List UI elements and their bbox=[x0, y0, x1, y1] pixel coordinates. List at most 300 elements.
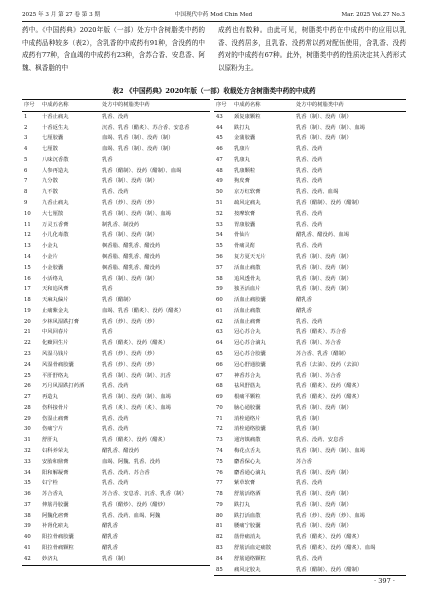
cell-medicine-name: 舒筋通络颗粒 bbox=[234, 555, 266, 562]
cell-resin-ingredients: 乳香（炒）、没药（炒） bbox=[102, 361, 158, 368]
cell-medicine-name: 小儿化毒散 bbox=[42, 232, 69, 239]
cell-resin-ingredients: 乳香、没药、苏合香 bbox=[102, 469, 150, 476]
cell-resin-ingredients: 乳香（制）、没药（制） bbox=[296, 501, 352, 508]
cell-medicine-name: 风湿骨痛胶囊 bbox=[42, 361, 74, 368]
table-row bbox=[214, 349, 406, 360]
cell-medicine-name: 伸筋丹胶囊 bbox=[42, 501, 69, 508]
cell-medicine-name: 伤痛宁片 bbox=[42, 426, 64, 433]
cell-resin-ingredients: 乳香（制）、苏合香 bbox=[296, 340, 342, 347]
table-row bbox=[214, 220, 406, 231]
cell-medicine-name: 跌打活血散 bbox=[234, 512, 261, 519]
table-row bbox=[214, 554, 406, 565]
cell-medicine-name: 舒筋活络酒 bbox=[234, 491, 261, 498]
intro-paragraph-left: 药中。《中国药典》2020年版（一部）处方中含树脂类中药的中成药品种较多（表2），含乳香的中成药有91种，含没药的中成药有77种，含血竭的中成药有23种，含苏合香、安息香、阿魏、枫香脂的中 bbox=[22, 26, 205, 72]
cell-medicine-name: 痛风定胶丸 bbox=[234, 566, 261, 573]
table-row bbox=[214, 252, 406, 263]
cell-resin-ingredients: 乳香（制）、没药（制） bbox=[296, 286, 352, 293]
cell-index: 66 bbox=[216, 361, 223, 368]
cell-medicine-name: 活血止痛散 bbox=[234, 307, 261, 314]
cell-resin-ingredients: 苏合香、乳香（醋制） bbox=[296, 350, 349, 357]
table-row bbox=[214, 371, 406, 382]
cell-medicine-name: 脑心通胶囊 bbox=[234, 404, 261, 411]
cell-index: 52 bbox=[216, 210, 223, 217]
cell-index: 36 bbox=[24, 491, 31, 498]
cell-index: 1 bbox=[24, 113, 28, 120]
cell-index: 57 bbox=[216, 264, 223, 271]
header-issue: 2025 年 3 月 第 27 卷 第 3 期 bbox=[22, 12, 101, 18]
cell-medicine-name: 冠心舒通胶囊 bbox=[234, 361, 266, 368]
cell-index: 71 bbox=[216, 415, 223, 422]
cell-index: 63 bbox=[216, 329, 223, 336]
cell-resin-ingredients: 乳香 bbox=[102, 329, 113, 336]
cell-resin-ingredients: 醋乳香、醋没药 bbox=[102, 448, 140, 454]
table-row bbox=[22, 111, 210, 122]
cell-medicine-name: 化癥回生片 bbox=[42, 340, 69, 347]
cell-resin-ingredients: 乳香（醋炙）、苏合香 bbox=[296, 329, 347, 336]
cell-resin-ingredients: 乳香、没药 bbox=[296, 210, 323, 217]
cell-medicine-name: 通窍镇痛散 bbox=[234, 437, 261, 444]
cell-medicine-name: 巧月风湿跌打药酒 bbox=[42, 383, 85, 390]
cell-medicine-name: 小活络丸 bbox=[42, 275, 64, 282]
table-row bbox=[22, 263, 210, 274]
cell-resin-ingredients: 乳香（制）、没药（制） bbox=[296, 404, 352, 411]
cell-medicine-name: 妇科养荣丸 bbox=[42, 448, 69, 454]
table-row bbox=[22, 511, 210, 522]
table-left bbox=[22, 99, 210, 566]
cell-resin-ingredients: 乳香（制）、没药（制） bbox=[296, 275, 352, 282]
cell-medicine-name: 九香止痛丸 bbox=[42, 200, 69, 207]
cell-medicine-name: 乳康丸 bbox=[234, 156, 250, 163]
cell-resin-ingredients: 乳香、没药、血竭 bbox=[296, 189, 339, 196]
cell-index: 80 bbox=[216, 512, 223, 519]
cell-resin-ingredients: 乳香（炒）、没药（炒）、血竭 bbox=[296, 512, 365, 519]
table-row bbox=[22, 306, 210, 317]
cell-medicine-name: 大七厘散 bbox=[42, 210, 64, 217]
cell-index: 51 bbox=[216, 200, 223, 207]
table-row bbox=[214, 446, 406, 457]
cell-resin-ingredients: 乳香（制）、没药（制）、血竭 bbox=[296, 124, 365, 131]
cell-index: 11 bbox=[24, 221, 31, 228]
cell-index: 75 bbox=[216, 458, 223, 465]
cell-resin-ingredients: 乳香（去油）、没药（去油） bbox=[296, 361, 363, 368]
table-row bbox=[22, 360, 210, 371]
cell-index: 9 bbox=[24, 200, 28, 207]
table-row bbox=[22, 435, 210, 446]
cell-index: 40 bbox=[24, 534, 31, 541]
cell-medicine-name: 少林风湿跌打膏 bbox=[42, 318, 80, 325]
table-row bbox=[214, 468, 406, 479]
cell-index: 26 bbox=[24, 383, 31, 390]
table-row bbox=[22, 198, 210, 209]
cell-medicine-name: 万灵五香膏 bbox=[42, 221, 69, 228]
cell-medicine-name: 九不散 bbox=[42, 189, 58, 196]
table-row bbox=[214, 543, 406, 554]
cell-index: 79 bbox=[216, 501, 223, 508]
cell-index: 34 bbox=[24, 469, 31, 476]
cell-index: 73 bbox=[216, 437, 223, 444]
table-row bbox=[214, 241, 406, 252]
table-row bbox=[214, 565, 406, 576]
cell-index: 18 bbox=[24, 297, 31, 304]
cell-index: 67 bbox=[216, 372, 223, 379]
table-row bbox=[214, 532, 406, 543]
cell-resin-ingredients: 乳香、没药 bbox=[296, 318, 323, 325]
cell-index: 74 bbox=[216, 448, 223, 454]
table-row bbox=[22, 133, 210, 144]
page-number: · 397 · bbox=[374, 577, 395, 585]
table-row bbox=[22, 424, 210, 435]
cell-index: 28 bbox=[24, 404, 31, 411]
cell-medicine-name: 金蒲胶囊 bbox=[234, 135, 256, 142]
cell-resin-ingredients: 醋乳香 bbox=[296, 297, 312, 304]
table-right bbox=[214, 99, 406, 576]
cell-medicine-name: 神香苏合丸 bbox=[234, 372, 261, 379]
cell-resin-ingredients: 乳香（制）、没药（制）、血竭 bbox=[296, 448, 365, 454]
cell-medicine-name: 小金胶囊 bbox=[42, 264, 64, 271]
cell-medicine-name: 天麻丸偏片 bbox=[42, 297, 69, 304]
cell-medicine-name: 跌打丸 bbox=[234, 124, 250, 131]
cell-medicine-name: 舒筋活血定痛散 bbox=[234, 545, 272, 552]
cell-resin-ingredients: 苏合香 bbox=[296, 458, 312, 465]
cell-medicine-name: 苏合香丸 bbox=[42, 491, 64, 498]
cell-medicine-name: 阳拉骨痛颗粒 bbox=[42, 545, 74, 552]
col-header-index: 序号 bbox=[216, 102, 227, 108]
cell-resin-ingredients: 乳香、没药 bbox=[296, 555, 323, 562]
cell-resin-ingredients: 乳香、没药 bbox=[296, 167, 323, 174]
cell-medicine-name: 麝香通心滴丸 bbox=[234, 469, 266, 476]
cell-medicine-name: 活血止痛散 bbox=[234, 264, 261, 271]
table-row bbox=[22, 144, 210, 155]
cell-index: 64 bbox=[216, 340, 223, 347]
cell-resin-ingredients: 乳香、没药 bbox=[102, 480, 129, 487]
cell-medicine-name: 阳和解凝膏 bbox=[42, 469, 69, 476]
cell-resin-ingredients: 乳香（醋炙）、没药（醋炙） bbox=[296, 383, 363, 390]
cell-index: 78 bbox=[216, 491, 223, 498]
cell-index: 69 bbox=[216, 394, 223, 401]
cell-medicine-name: 消栓通络胶囊 bbox=[234, 426, 266, 433]
cell-index: 84 bbox=[216, 555, 223, 562]
cell-index: 30 bbox=[24, 426, 31, 433]
cell-medicine-name: 伤湿止痛膏 bbox=[42, 415, 69, 422]
table-row bbox=[214, 317, 406, 328]
cell-index: 48 bbox=[216, 167, 223, 174]
header-volume: Mar. 2025 Vol.27 No.3 bbox=[341, 12, 405, 18]
cell-medicine-name: 七厘胶囊 bbox=[42, 135, 64, 142]
cell-medicine-name: 再造丸 bbox=[42, 394, 58, 401]
cell-resin-ingredients: 醋乳香、醋没药、血竭 bbox=[296, 232, 349, 239]
table-row bbox=[22, 327, 210, 338]
cell-index: 35 bbox=[24, 480, 31, 487]
cell-index: 45 bbox=[216, 135, 223, 142]
cell-index: 53 bbox=[216, 221, 223, 228]
cell-medicine-name: 小金片 bbox=[42, 253, 58, 260]
cell-resin-ingredients: 乳香（制）、没药（制） bbox=[102, 275, 158, 282]
table-row bbox=[22, 403, 210, 414]
table-row bbox=[214, 123, 406, 134]
cell-medicine-name: 骨仙片 bbox=[234, 232, 250, 239]
cell-index: 61 bbox=[216, 307, 223, 314]
table-row bbox=[22, 371, 210, 382]
table-row bbox=[214, 489, 406, 500]
cell-resin-ingredients: 乳香（醋制）、没药（醋制） bbox=[296, 200, 363, 207]
table-row bbox=[22, 543, 210, 554]
cell-medicine-name: 止痛紫金丸 bbox=[42, 307, 69, 314]
table-row bbox=[22, 457, 210, 468]
cell-medicine-name: 乳康片 bbox=[234, 146, 250, 153]
table-row bbox=[22, 521, 210, 532]
table-row bbox=[22, 317, 210, 328]
cell-index: 25 bbox=[24, 372, 31, 379]
table-row bbox=[22, 187, 210, 198]
table-row bbox=[214, 500, 406, 511]
table-row bbox=[22, 176, 210, 187]
cell-medicine-name: 中风回春片 bbox=[42, 329, 69, 336]
cell-medicine-name: 冠心苏合胶囊 bbox=[234, 350, 266, 357]
cell-medicine-name: 风湿马钱片 bbox=[42, 350, 69, 357]
table-row bbox=[22, 338, 210, 349]
cell-index: 32 bbox=[24, 448, 31, 454]
table-row bbox=[22, 230, 210, 241]
cell-medicine-name: 乳康颗粒 bbox=[234, 167, 256, 174]
cell-resin-ingredients: 乳香（炙）、没药（炙）、血竭 bbox=[102, 404, 171, 411]
table-row bbox=[22, 381, 210, 392]
cell-resin-ingredients: 血竭、乳香（制）、没药（制） bbox=[102, 135, 174, 142]
cell-resin-ingredients: 乳香、没药 bbox=[296, 178, 323, 185]
table-row bbox=[214, 209, 406, 220]
table-row bbox=[22, 166, 210, 177]
cell-medicine-name: 祛风舒筋丸 bbox=[234, 383, 261, 390]
cell-index: 16 bbox=[24, 275, 31, 282]
table-row bbox=[22, 414, 210, 425]
cell-index: 24 bbox=[24, 361, 31, 368]
table-row bbox=[22, 155, 210, 166]
cell-index: 7 bbox=[24, 178, 28, 185]
cell-medicine-name: 筋骨痛消丸 bbox=[234, 534, 261, 541]
table-row bbox=[22, 252, 210, 263]
cell-resin-ingredients: 醋乳香 bbox=[102, 523, 118, 530]
cell-index: 65 bbox=[216, 350, 223, 357]
cell-index: 62 bbox=[216, 318, 223, 325]
cell-resin-ingredients: 醋乳香 bbox=[102, 545, 118, 552]
cell-resin-ingredients: 乳香、没药 bbox=[102, 189, 129, 196]
cell-medicine-name: 阿魏化痞膏 bbox=[42, 512, 69, 519]
cell-resin-ingredients: 乳香（醋炙）、没药（醋炙） bbox=[102, 340, 169, 347]
cell-resin-ingredients: 乳香（炒）、没药（炒） bbox=[102, 350, 158, 357]
cell-resin-ingredients: 乳香（醋炙）、没药（醋炙）、血竭 bbox=[296, 545, 376, 552]
table-row bbox=[214, 435, 406, 446]
cell-resin-ingredients: 乳香（醋炒）、没药（醋炒） bbox=[102, 501, 169, 508]
table-row bbox=[214, 511, 406, 522]
cell-index: 22 bbox=[24, 340, 31, 347]
cell-medicine-name: 胃康胶囊 bbox=[234, 221, 256, 228]
cell-index: 38 bbox=[24, 512, 31, 519]
cell-index: 39 bbox=[24, 523, 31, 530]
cell-index: 14 bbox=[24, 253, 31, 260]
cell-index: 17 bbox=[24, 286, 31, 293]
cell-resin-ingredients: 乳香（制）、没药（制） bbox=[296, 264, 352, 271]
cell-resin-ingredients: 乳香（醋炙）、没药（醋炙） bbox=[296, 394, 363, 401]
cell-index: 58 bbox=[216, 275, 223, 282]
cell-resin-ingredients: 乳香（制）、没药（制）、血竭 bbox=[102, 394, 171, 401]
cell-resin-ingredients: 醋乳香 bbox=[296, 307, 312, 314]
table-row bbox=[22, 468, 210, 479]
table-row bbox=[214, 155, 406, 166]
cell-medicine-name: 活血止痛膏 bbox=[234, 318, 261, 325]
cell-medicine-name: 腰痛宁胶囊 bbox=[234, 523, 261, 530]
cell-index: 4 bbox=[24, 146, 28, 153]
table-row bbox=[214, 284, 406, 295]
table-row bbox=[22, 284, 210, 295]
cell-medicine-name: 阳拉骨痛胶囊 bbox=[42, 534, 74, 541]
cell-resin-ingredients: 制乳香、制没药 bbox=[102, 221, 140, 228]
cell-medicine-name: 天和追风膏 bbox=[42, 286, 69, 293]
cell-index: 47 bbox=[216, 156, 223, 163]
cell-resin-ingredients: 乳香 bbox=[102, 286, 113, 293]
cell-resin-ingredients: 乳香（制） bbox=[296, 426, 323, 433]
cell-resin-ingredients: 乳香（制）、没药（制） bbox=[296, 523, 352, 530]
table-row bbox=[214, 176, 406, 187]
cell-medicine-name: 活血止痛胶囊 bbox=[234, 297, 266, 304]
cell-resin-ingredients: 乳香、没药 bbox=[296, 480, 323, 487]
cell-medicine-name: 小金丸 bbox=[42, 243, 58, 250]
cell-resin-ingredients: 血竭、乳香（醋炙）、没药（醋炙） bbox=[102, 307, 185, 314]
table-row bbox=[214, 381, 406, 392]
cell-medicine-name: 按摩软膏 bbox=[234, 210, 256, 217]
cell-index: 43 bbox=[216, 113, 223, 120]
cell-index: 2 bbox=[24, 124, 28, 131]
cell-resin-ingredients: 乳香（醋制）、没药（醋制）、血竭 bbox=[102, 167, 182, 174]
table-row bbox=[214, 478, 406, 489]
cell-index: 44 bbox=[216, 124, 223, 131]
cell-medicine-name: 平肝舒络丸 bbox=[42, 372, 69, 379]
cell-index: 46 bbox=[216, 146, 223, 153]
cell-medicine-name: 冠心苏合丸 bbox=[234, 329, 261, 336]
cell-medicine-name: 消栓通络片 bbox=[234, 415, 261, 422]
cell-medicine-name: 妙济丸 bbox=[42, 555, 58, 562]
cell-medicine-name: 紫草软膏 bbox=[234, 480, 256, 487]
cell-resin-ingredients: 乳香（炒）、没药（炒） bbox=[102, 200, 158, 207]
cell-medicine-name: 疏风定痛丸 bbox=[234, 200, 261, 207]
cell-medicine-name: 冠心苏合滴丸 bbox=[234, 340, 266, 347]
table-row bbox=[214, 457, 406, 468]
table-row bbox=[22, 478, 210, 489]
cell-resin-ingredients: 乳香（制）、没药（制） bbox=[102, 178, 158, 185]
cell-index: 8 bbox=[24, 189, 28, 196]
cell-index: 68 bbox=[216, 383, 223, 390]
cell-resin-ingredients: 沉香、乳香（醋炙）、苏合香、安息香 bbox=[102, 124, 190, 131]
table-row bbox=[214, 144, 406, 155]
table-row bbox=[214, 306, 406, 317]
table-row bbox=[214, 198, 406, 209]
cell-index: 21 bbox=[24, 329, 31, 336]
cell-resin-ingredients: 乳香（制）、没药（制） bbox=[296, 113, 352, 120]
cell-medicine-name: 京万红软膏 bbox=[234, 189, 261, 196]
table-row bbox=[22, 446, 210, 457]
cell-index: 12 bbox=[24, 232, 31, 239]
cell-index: 82 bbox=[216, 534, 223, 541]
table-row bbox=[22, 220, 210, 231]
cell-medicine-name: 复方夏天无片 bbox=[234, 253, 266, 260]
cell-index: 20 bbox=[24, 318, 31, 325]
col-header-resins: 处方中的树脂类中药 bbox=[296, 102, 344, 108]
table-row bbox=[214, 230, 406, 241]
table-row bbox=[214, 403, 406, 414]
cell-resin-ingredients: 乳香、没药 bbox=[102, 113, 129, 120]
cell-medicine-name: 妇宁栓 bbox=[42, 480, 58, 487]
cell-index: 76 bbox=[216, 469, 223, 476]
cell-resin-ingredients: 乳香、没药、安息香 bbox=[296, 437, 344, 444]
cell-index: 70 bbox=[216, 404, 223, 411]
cell-medicine-name: 根痛平颗粒 bbox=[234, 394, 261, 401]
table-header-row bbox=[22, 100, 210, 112]
cell-resin-ingredients: 乳香（制）、没药（制） bbox=[296, 491, 352, 498]
cell-resin-ingredients: 乳香、没药 bbox=[296, 221, 323, 228]
cell-medicine-name: 麝香保心丸 bbox=[234, 458, 261, 465]
cell-resin-ingredients: 乳香（醋制） bbox=[102, 297, 134, 304]
cell-resin-ingredients: 乳香（炒）、没药（炒） bbox=[102, 318, 158, 325]
cell-medicine-name: 骨痛灵酊 bbox=[234, 243, 256, 250]
table-header-row bbox=[214, 100, 406, 112]
table-row bbox=[214, 274, 406, 285]
cell-index: 19 bbox=[24, 307, 31, 314]
cell-index: 29 bbox=[24, 415, 31, 422]
cell-medicine-name: 独圣活血片 bbox=[234, 286, 261, 293]
col-header-name: 中成药名称 bbox=[42, 102, 69, 108]
cell-resin-ingredients: 乳香、没药 bbox=[102, 426, 129, 433]
cell-medicine-name: 跌打丸 bbox=[234, 501, 250, 508]
table-row bbox=[214, 338, 406, 349]
cell-index: 50 bbox=[216, 189, 223, 196]
cell-resin-ingredients: 乳香（制）、没药（制） bbox=[296, 469, 352, 476]
table-row bbox=[22, 500, 210, 511]
cell-index: 60 bbox=[216, 297, 223, 304]
table-row bbox=[22, 209, 210, 220]
cell-resin-ingredients: 乳香（制） bbox=[102, 555, 129, 562]
table-row bbox=[214, 295, 406, 306]
table-row bbox=[22, 123, 210, 134]
table-row bbox=[22, 241, 210, 252]
cell-resin-ingredients: 乳香、没药 bbox=[296, 156, 323, 163]
cell-resin-ingredients: 枫香脂、醋乳香、醋没药 bbox=[102, 253, 161, 260]
cell-index: 81 bbox=[216, 523, 223, 530]
cell-medicine-name: 梅花点舌丸 bbox=[234, 448, 261, 454]
cell-index: 56 bbox=[216, 253, 223, 260]
cell-resin-ingredients: 醋乳香 bbox=[102, 534, 118, 541]
cell-resin-ingredients: 乳香、没药 bbox=[296, 243, 323, 250]
cell-medicine-name: 八味沉香散 bbox=[42, 156, 69, 163]
intro-paragraph-right: 成药也有数种。由此可见，树脂类中药在中成药中的应用以乳香、没药居多，且乳香、没药常以药对配伍使用，含乳香、没药药对的中成药有67种。此外，树脂类中药的性质决定其入药形式以原粉为主。 bbox=[218, 26, 406, 72]
cell-index: 54 bbox=[216, 232, 223, 239]
table-row bbox=[22, 532, 210, 543]
cell-medicine-name: 安胎和鼎膏 bbox=[42, 458, 69, 465]
cell-resin-ingredients: 苏合香、安息香、沉香、乳香（制） bbox=[102, 491, 187, 498]
cell-resin-ingredients: 乳香（醋炙）、没药（醋炙） bbox=[102, 437, 169, 444]
cell-medicine-name: 七厘散 bbox=[42, 146, 58, 153]
col-header-name: 中成药名称 bbox=[234, 102, 261, 108]
cell-index: 59 bbox=[216, 286, 223, 293]
table-row bbox=[22, 489, 210, 500]
table-row bbox=[22, 349, 210, 360]
cell-medicine-name: 颈复康颗粒 bbox=[234, 113, 261, 120]
cell-medicine-name: 舒肝丸 bbox=[42, 437, 58, 444]
cell-index: 37 bbox=[24, 501, 31, 508]
cell-index: 83 bbox=[216, 545, 223, 552]
table-row bbox=[214, 424, 406, 435]
cell-index: 33 bbox=[24, 458, 31, 465]
cell-resin-ingredients: 乳香、没药 bbox=[102, 415, 129, 422]
cell-medicine-name: 追风透骨丸 bbox=[234, 275, 261, 282]
cell-resin-ingredients: 乳香（制） bbox=[296, 415, 323, 422]
